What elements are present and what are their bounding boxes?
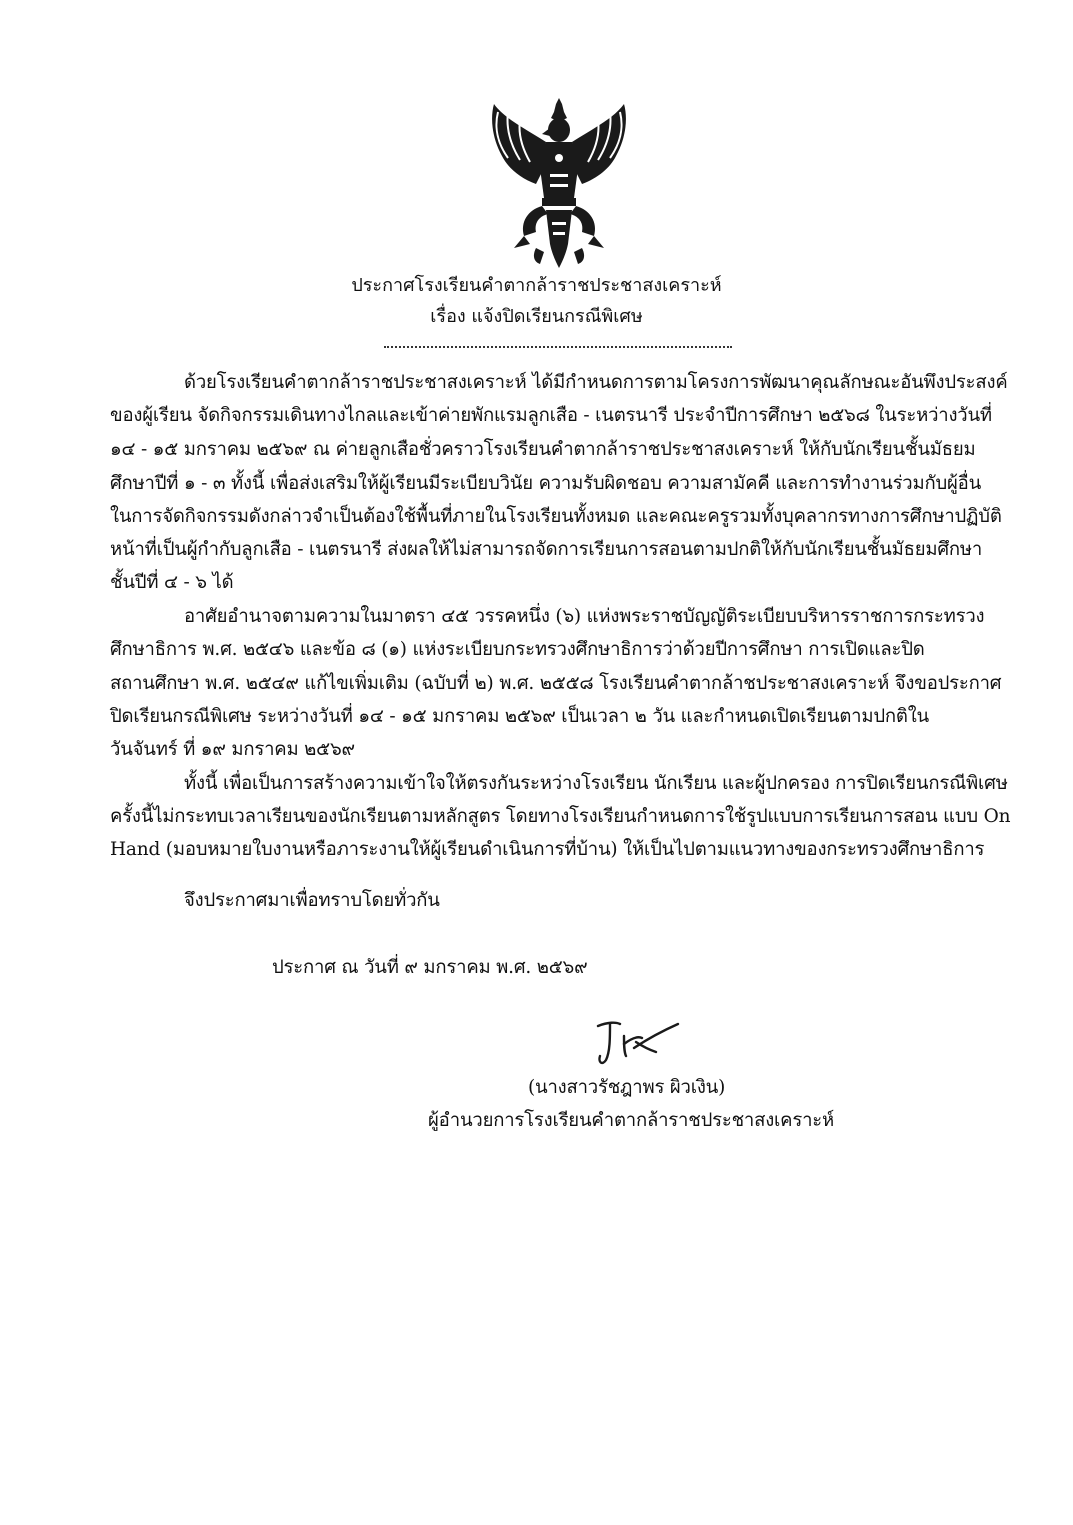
handwritten-signature-icon [594,1018,690,1070]
announcement-date: ประกาศ ณ วันที่ ๙ มกราคม พ.ศ. ๒๕๖๙ [272,957,588,978]
body-line: ศึกษาปีที่ ๑ - ๓ ทั้งนี้ เพื่อส่งเสริมให้ผู้เรียนมีระเบียบวินัย ความรับผิดชอบ ความสามัคคี และการทำงานร่วมกับผู้อื่น [110,473,982,494]
body-line: หน้าที่เป็นผู้กำกับลูกเสือ - เนตรนารี ส่งผลให้ไม่สามารถจัดการเรียนการสอนตามปกติให้กับนักเรียนชั้นมัธยมศึกษา [110,539,983,560]
body-line: อาศัยอำนาจตามความในมาตรา ๔๕ วรรคหนึ่ง (๖) แห่งพระราชบัญญัติระเบียบบริหารราชการกระทรวง [184,606,985,627]
body-line: ของผู้เรียน จัดกิจกรรมเดินทางไกลและเข้าค่ายพักแรมลูกเสือ - เนตรนารี ประจำปีการศึกษา ๒๕๖๘ ในระหว่างวันที่ [110,405,992,426]
body-line: ด้วยโรงเรียนคำตากล้าราชประชาสงเคราะห์ ได้มีกำหนดการตามโครงการพัฒนาคุณลักษณะอันพึงประสงค์ [184,372,1008,393]
header-divider [384,346,732,348]
announcement-title: ประกาศโรงเรียนคำตากล้าราชประชาสงเคราะห์ [351,275,722,296]
body-line: ปิดเรียนกรณีพิเศษ ระหว่างวันที่ ๑๔ - ๑๕ มกราคม ๒๕๖๙ เป็นเวลา ๒ วัน และกำหนดเปิดเรียนตามปกติใน [110,706,929,727]
closing-line: จึงประกาศมาเพื่อทราบโดยทั่วกัน [184,890,440,911]
announcement-subject: เรื่อง แจ้งปิดเรียนกรณีพิเศษ [430,306,643,327]
body-line: ๑๔ - ๑๕ มกราคม ๒๕๖๙ ณ ค่ายลูกเสือชั่วคราวโรงเรียนคำตากล้าราชประชาสงเคราะห์ ให้กับนักเรียนชั้นมัธยม [110,439,976,460]
body-line: ในการจัดกิจกรรมดังกล่าวจำเป็นต้องใช้พื้นที่ภายในโรงเรียนทั้งหมด และคณะครูรวมทั้งบุคลากรทางการศึกษาปฏิบัติ [110,506,1002,527]
body-line: Hand (มอบหมายใบงานหรือภาระงานให้ผู้เรียนดำเนินการที่บ้าน) ให้เป็นไปตามแนวทางของกระทรวงศึกษาธิการ [110,839,985,860]
body-line: ทั้งนี้ เพื่อเป็นการสร้างความเข้าใจให้ตรงกันระหว่างโรงเรียน นักเรียน และผู้ปกครอง การปิดเรียนกรณีพิเศษ [184,773,1008,794]
signer-position: ผู้อำนวยการโรงเรียนคำตากล้าราชประชาสงเคราะห์ [428,1110,835,1131]
body-line: สถานศึกษา พ.ศ. ๒๕๔๙ แก้ไขเพิ่มเติม (ฉบับที่ ๒) พ.ศ. ๒๕๕๘ โรงเรียนคำตากล้าชประชาสงเคราะห์ จึงขอประกาศ [110,673,1002,694]
signer-name: (นางสาวรัชฎาพร ผิวเงิน) [528,1077,726,1098]
body-line: ศึกษาธิการ พ.ศ. ๒๕๔๖ และข้อ ๘ (๑) แห่งระเบียบกระทรวงศึกษาธิการว่าด้วยปีการศึกษา การเปิดและปิด [110,639,925,660]
garuda-emblem-icon [484,98,634,268]
body-line: ชั้นปีที่ ๔ - ๖ ได้ [110,572,234,593]
body-line: ครั้งนี้ไม่กระทบเวลาเรียนของนักเรียนตามหลักสูตร โดยทางโรงเรียนกำหนดการใช้รูปแบบการเรียนการสอน แบบ On [110,806,1011,827]
body-line: วันจันทร์ ที่ ๑๙ มกราคม ๒๕๖๙ [110,739,355,760]
